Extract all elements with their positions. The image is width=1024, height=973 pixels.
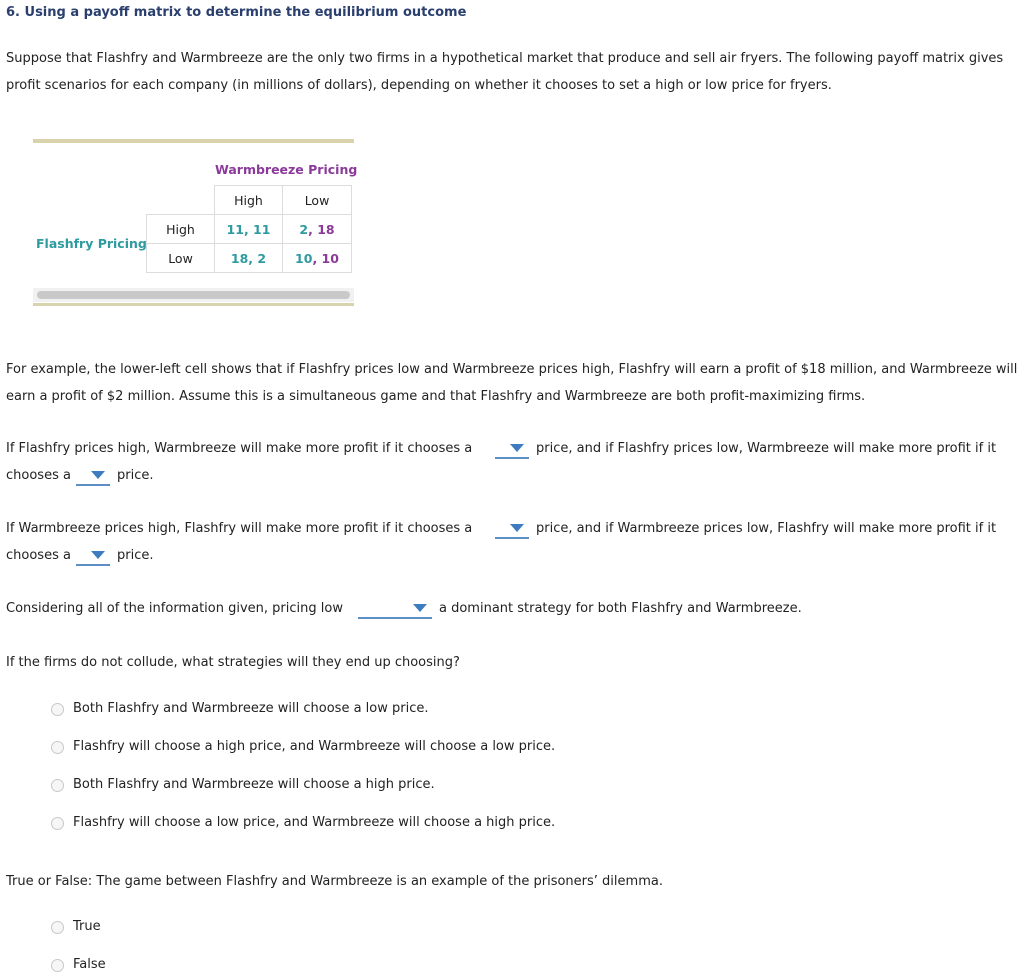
q5-option-true-label[interactable]: True	[73, 919, 101, 934]
q1-text-part4: price.	[117, 468, 154, 483]
q4-option-2-label[interactable]: Flashfry will choose a high price, and Warmbreeze will choose a low price.	[73, 739, 556, 754]
payoff-cell-high-low: 2, 18	[283, 215, 352, 244]
q3-dropdown[interactable]	[358, 601, 432, 619]
chevron-down-icon	[91, 471, 105, 479]
q4-option-1-label[interactable]: Both Flashfry and Warmbreeze will choose a low price.	[73, 701, 429, 716]
q1-text-part2: price, and if Flashfry prices low, Warmbreeze will make more profit if it	[536, 441, 997, 456]
q5-prompt: True or False: The game between Flashfry and Warmbreeze is an example of the prisoners’ dilemma.	[6, 874, 663, 889]
row-player-label: Flashfry Pricing	[36, 236, 147, 251]
q2-dropdown-2[interactable]	[76, 548, 110, 566]
q3-text-part1: Considering all of the information given, pricing low	[6, 601, 343, 616]
q1-dropdown-2[interactable]	[76, 468, 110, 486]
q3-text-part2: a dominant strategy for both Flashfry and Warmbreeze.	[439, 601, 802, 616]
q1-text-part1: If Flashfry prices high, Warmbreeze will make more profit if it chooses a	[6, 441, 473, 456]
q2-dropdown-1[interactable]	[495, 521, 529, 539]
matrix-bottom-border	[33, 303, 354, 306]
q4-radio-3[interactable]	[51, 779, 64, 792]
chevron-down-icon	[413, 604, 427, 612]
chevron-down-icon	[510, 524, 524, 532]
row-header-low: Low	[147, 244, 215, 273]
matrix-top-border	[33, 139, 354, 143]
q5-option-false-label[interactable]: False	[73, 957, 106, 972]
question-title: 6. Using a payoff matrix to determine the equilibrium outcome	[6, 5, 467, 20]
q2-text-part4: price.	[117, 548, 154, 563]
q2-text-part1: If Warmbreeze prices high, Flashfry will make more profit if it chooses a	[6, 521, 473, 536]
q4-radio-1[interactable]	[51, 703, 64, 716]
payoff-cell-low-low: 10, 10	[283, 244, 352, 273]
q4-option-3-label[interactable]: Both Flashfry and Warmbreeze will choose a high price.	[73, 777, 435, 792]
q5-radio-true[interactable]	[51, 921, 64, 934]
col-header-low: Low	[283, 186, 352, 215]
q5-radio-false[interactable]	[51, 959, 64, 972]
chevron-down-icon	[91, 551, 105, 559]
matrix-scrollbar-thumb[interactable]	[37, 291, 350, 299]
q1-dropdown-1[interactable]	[495, 441, 529, 459]
q4-prompt: If the firms do not collude, what strategies will they end up choosing?	[6, 655, 460, 670]
example-paragraph: For example, the lower-left cell shows that if Flashfry prices low and Warmbreeze prices high, Flashfry will earn a profit of $18 million, and Warmbreeze will earn a profit of $2 million. Assume this is a simultaneous game and that Flashfry and Warmbreeze are both profit-maximizing firms.	[6, 362, 1018, 404]
col-header-high: High	[215, 186, 283, 215]
matrix-corner	[147, 186, 215, 215]
column-player-label: Warmbreeze Pricing	[215, 162, 358, 177]
q4-radio-4[interactable]	[51, 817, 64, 830]
chevron-down-icon	[510, 444, 524, 452]
payoff-cell-high-high: 11, 11	[215, 215, 283, 244]
q4-option-4-label[interactable]: Flashfry will choose a low price, and Warmbreeze will choose a high price.	[73, 815, 556, 830]
payoff-cell-low-high: 18, 2	[215, 244, 283, 273]
payoff-matrix	[146, 185, 352, 273]
q1-text-part3: chooses a	[6, 468, 71, 483]
q4-radio-2[interactable]	[51, 741, 64, 754]
row-header-high: High	[147, 215, 215, 244]
intro-paragraph: Suppose that Flashfry and Warmbreeze are the only two firms in a hypothetical market that produce and sell air fryers. The following payoff matrix gives profit scenarios for each company (in millions of dollars), depending on whether it chooses to set a high or low price for fryers.	[6, 51, 1004, 93]
q2-text-part3: chooses a	[6, 548, 71, 563]
q2-text-part2: price, and if Warmbreeze prices low, Flashfry will make more profit if it	[536, 521, 997, 536]
